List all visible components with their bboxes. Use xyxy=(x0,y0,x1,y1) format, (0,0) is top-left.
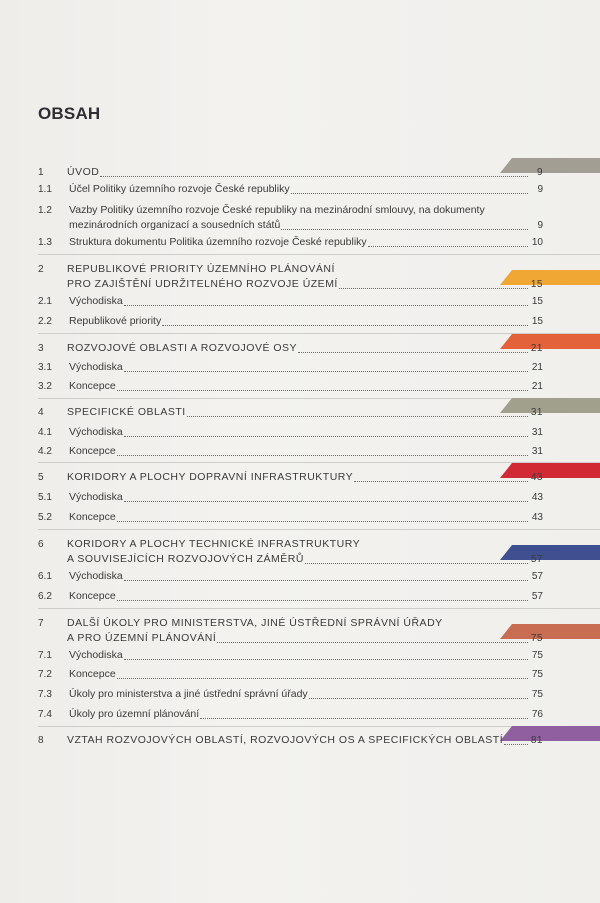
toc-entry-text: Koncepce xyxy=(69,668,116,680)
dot-leader xyxy=(162,325,528,326)
toc-number: 1.2 xyxy=(38,205,52,216)
dot-leader xyxy=(100,176,528,177)
toc-number: 1.3 xyxy=(38,237,52,248)
toc-number: 4 xyxy=(38,407,44,418)
toc-entry-text: Východiska xyxy=(69,649,123,661)
toc-entry-text: ROZVOJOVÉ OBLASTI A ROZVOJOVÉ OSY xyxy=(67,342,298,354)
dot-leader xyxy=(291,193,528,194)
toc-entry-text: SPECIFICKÉ OBLASTI xyxy=(67,406,186,418)
toc-subsection-row[interactable] xyxy=(0,569,600,584)
toc-number: 3.1 xyxy=(38,362,52,373)
toc-number: 7.3 xyxy=(38,689,52,700)
page-title: OBSAH xyxy=(38,104,101,123)
toc-subsection-row[interactable] xyxy=(0,648,600,663)
section-divider xyxy=(38,254,600,255)
toc-page-number: 15 xyxy=(531,316,543,327)
dot-leader xyxy=(117,390,528,391)
toc-chapter-row[interactable] xyxy=(0,341,600,356)
dot-leader xyxy=(124,305,528,306)
dot-leader xyxy=(117,455,528,456)
dot-leader xyxy=(217,642,528,643)
dot-leader xyxy=(117,678,528,679)
toc-entry-text: Úkoly pro územní plánování xyxy=(69,708,200,720)
toc-number: 5.1 xyxy=(38,492,52,503)
dot-leader xyxy=(124,580,528,581)
toc-entry-text: Struktura dokumentu Politika územního rozvoje České republiky xyxy=(69,236,367,248)
dot-leader xyxy=(281,229,528,230)
toc-entry-text: Vazby Politiky územního rozvoje České republiky na mezinárodní smlouvy, na dokumenty xyxy=(69,204,485,216)
toc-entry-text: KORIDORY A PLOCHY TECHNICKÉ INFRASTRUKTURY xyxy=(67,538,361,550)
toc-page-number: 43 xyxy=(530,472,543,483)
toc-page-number: 21 xyxy=(531,381,543,392)
dot-leader xyxy=(187,416,528,417)
toc-subsection-row[interactable] xyxy=(0,687,600,702)
toc-number: 6 xyxy=(38,539,44,550)
toc-page-number: 81 xyxy=(530,735,543,746)
toc-entry-text: PRO ZAJIŠTĚNÍ UDRŽITELNÉHO ROZVOJE ÚZEMÍ xyxy=(67,278,338,290)
dot-leader xyxy=(368,246,528,247)
toc-number: 1 xyxy=(38,167,44,178)
dot-leader xyxy=(124,659,528,660)
toc-page-number: 57 xyxy=(530,554,543,565)
toc-subsection-row[interactable] xyxy=(0,425,600,440)
dot-leader xyxy=(339,288,528,289)
toc-number: 3.2 xyxy=(38,381,52,392)
toc-entry-text: A PRO ÚZEMNÍ PLÁNOVÁNÍ xyxy=(67,632,217,644)
toc-number: 4.2 xyxy=(38,446,52,457)
toc-entry-text: Účel Politiky územního rozvoje České republiky xyxy=(69,183,290,195)
toc-page-number: 31 xyxy=(531,427,543,438)
toc-number: 2.1 xyxy=(38,296,52,307)
toc-number: 2.2 xyxy=(38,316,52,327)
toc-page-number: 31 xyxy=(530,407,543,418)
toc-page-number: 21 xyxy=(531,362,543,373)
toc-subsection-row[interactable] xyxy=(0,235,600,250)
toc-entry-text: Východiska xyxy=(69,361,123,373)
toc-page-number: 43 xyxy=(531,512,543,523)
toc-subsection-row[interactable] xyxy=(0,182,600,197)
toc-entry-text: Východiska xyxy=(69,491,123,503)
toc-number: 3 xyxy=(38,343,44,354)
toc-subsection-row[interactable] xyxy=(0,667,600,682)
toc-entry-text: ÚVOD xyxy=(67,166,100,178)
toc-page-number: 31 xyxy=(531,446,543,457)
dot-leader xyxy=(305,563,528,564)
dot-leader xyxy=(117,600,528,601)
dot-leader xyxy=(354,481,528,482)
toc-subsection-row[interactable] xyxy=(0,294,600,309)
toc-subsection-row[interactable] xyxy=(0,589,600,604)
toc-subsection-row[interactable] xyxy=(0,314,600,329)
toc-number: 6.1 xyxy=(38,571,52,582)
toc-number: 5.2 xyxy=(38,512,52,523)
toc-number: 8 xyxy=(38,735,44,746)
toc-page-number: 15 xyxy=(531,296,543,307)
toc-page-number: 57 xyxy=(531,571,543,582)
toc-number: 7 xyxy=(38,618,44,629)
toc-entry-text: A SOUVISEJÍCÍCH ROZVOJOVÝCH ZÁMĚRŮ xyxy=(67,553,304,565)
toc-number: 5 xyxy=(38,472,44,483)
toc-entry-text: Východiska xyxy=(69,570,123,582)
toc-page-number: 21 xyxy=(530,343,543,354)
toc-chapter-row[interactable] xyxy=(0,537,600,567)
toc-number: 4.1 xyxy=(38,427,52,438)
toc-entry-text: Republikové priority xyxy=(69,315,162,327)
toc-page-number: 9 xyxy=(537,184,543,195)
toc-entry-text: Koncepce xyxy=(69,511,116,523)
toc-page-number: 15 xyxy=(530,279,543,290)
toc-page-number: 9 xyxy=(536,167,543,178)
toc-entry-text: mezinárodních organizací a sousedních států xyxy=(69,219,281,231)
toc-number: 2 xyxy=(38,264,44,275)
toc-page-number: 9 xyxy=(537,220,543,231)
toc-entry-text: VZTAH ROZVOJOVÝCH OBLASTÍ, ROZVOJOVÝCH OS A SPECIFICKÝCH OBLASTÍ xyxy=(67,734,504,746)
toc-page-number: 43 xyxy=(531,492,543,503)
toc-entry-text: Koncepce xyxy=(69,445,116,457)
toc-page-number: 75 xyxy=(531,669,543,680)
section-divider xyxy=(38,529,600,530)
toc-chapter-row[interactable] xyxy=(0,733,600,748)
toc-chapter-row[interactable] xyxy=(0,616,600,646)
toc-number: 7.2 xyxy=(38,669,52,680)
toc-page-number: 76 xyxy=(531,709,543,720)
toc-subsection-row[interactable] xyxy=(0,490,600,505)
toc-subsection-row[interactable] xyxy=(0,707,600,722)
toc-entry-text: Koncepce xyxy=(69,590,116,602)
toc-entry-text: Východiska xyxy=(69,426,123,438)
toc-page-number: 57 xyxy=(531,591,543,602)
toc-subsection-row[interactable] xyxy=(0,444,600,459)
section-divider xyxy=(38,333,600,334)
toc-subsection-row[interactable] xyxy=(0,203,600,233)
toc-entry-text: Východiska xyxy=(69,295,123,307)
section-divider xyxy=(38,608,600,609)
toc-subsection-row[interactable] xyxy=(0,360,600,375)
toc-number: 7.4 xyxy=(38,709,52,720)
toc-chapter-row[interactable] xyxy=(0,262,600,292)
toc-entry-text: REPUBLIKOVÉ PRIORITY ÚZEMNÍHO PLÁNOVÁNÍ xyxy=(67,263,335,275)
toc-subsection-row[interactable] xyxy=(0,379,600,394)
toc-page-number: 10 xyxy=(531,237,543,248)
toc-number: 6.2 xyxy=(38,591,52,602)
toc-chapter-row[interactable] xyxy=(0,470,600,485)
toc-number: 1.1 xyxy=(38,184,52,195)
dot-leader xyxy=(124,501,528,502)
toc-entry-text: Koncepce xyxy=(69,380,116,392)
dot-leader xyxy=(200,718,528,719)
dot-leader xyxy=(124,436,528,437)
toc-number: 7.1 xyxy=(38,650,52,661)
dot-leader xyxy=(309,698,528,699)
section-divider xyxy=(38,462,600,463)
toc-chapter-row[interactable] xyxy=(0,405,600,420)
toc-chapter-row[interactable] xyxy=(0,165,600,180)
toc-entry-text: Úkoly pro ministerstva a jiné ústřední správní úřady xyxy=(69,688,308,700)
dot-leader xyxy=(124,371,528,372)
toc-entry-text: KORIDORY A PLOCHY DOPRAVNÍ INFRASTRUKTURY xyxy=(67,471,354,483)
toc-page-number: 75 xyxy=(531,650,543,661)
toc-page-number: 75 xyxy=(531,689,543,700)
dot-leader xyxy=(504,744,528,745)
dot-leader xyxy=(298,352,528,353)
toc-page-number: 75 xyxy=(530,633,543,644)
toc-subsection-row[interactable] xyxy=(0,510,600,525)
dot-leader xyxy=(117,521,528,522)
toc-entry-text: DALŠÍ ÚKOLY PRO MINISTERSTVA, JINÉ ÚSTŘEDNÍ SPRÁVNÍ ÚŘADY xyxy=(67,617,443,629)
